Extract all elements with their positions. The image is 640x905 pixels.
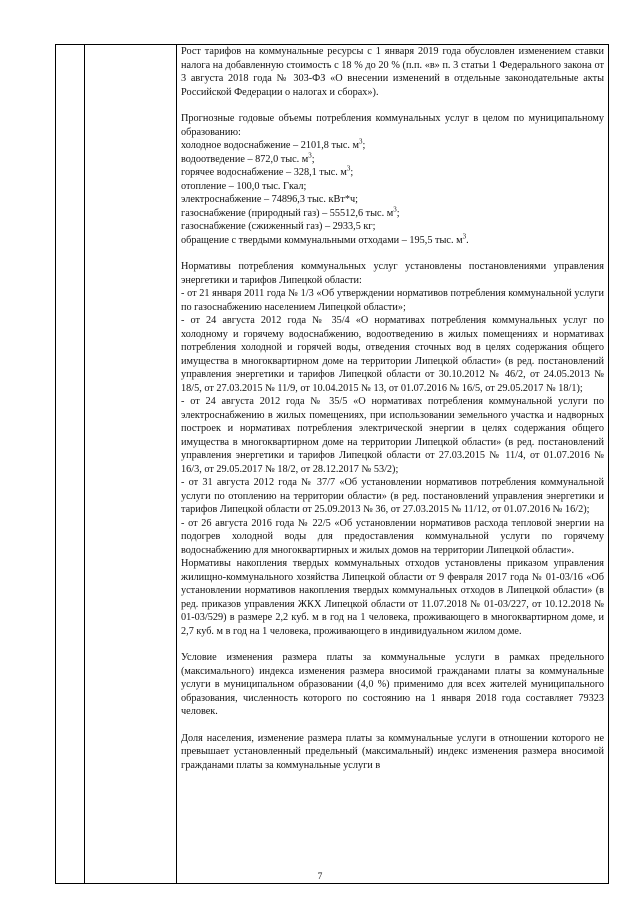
condition-paragraph: Условие изменения размера платы за коммунальные услуги в рамках предельного (максимального) индекса изменения размера вносимой гражданами платы за коммунальные услуги в муниципальном образовании (4,0 %) применимо для всех жителей муниципального образования, численность которого по состоянию на 1 января 2018 года составляет 79323 человек. bbox=[181, 652, 604, 717]
text-column-cell bbox=[177, 45, 609, 884]
page-number: 7 bbox=[317, 872, 323, 882]
content-table bbox=[55, 44, 609, 884]
volumes-intro: Прогнозные годовые объемы потребления коммунальных услуг в целом по муниципальному образованию: bbox=[181, 113, 604, 138]
volume-drainage: водоотведение – 872,0 тыс. $м^3$; bbox=[181, 151, 315, 165]
cell-text bbox=[181, 45, 604, 772]
volume-heating: отопление – 100,0 тыс. Гкал; bbox=[181, 180, 307, 192]
norm-heating: - от 31 августа 2012 года № 37/7 «Об установлении нормативов потребления коммунальной услуги по отоплению на территории области» (в ред. постановлений управления энергетики и тарифов Липецкой области от 25.09.2013 № 36, от 27.03.2015 № 11/12, от 01.07.2016 № 16/2); bbox=[181, 477, 604, 515]
norm-water: - от 24 августа 2012 года № 35/4 «О нормативах потребления коммунальных услуг по холодному и горячему водоснабжению, водоотведению в жилых помещениях и нормативах потребления холодной и горячей воды, отведения сточных вод в целях содержания общего имущества в многоквартирном доме на территории Липецкой области» (в ред. постановлений управления энергетики и тарифов Липецкой области от 30.10.2012 № 46/2, от 24.05.2013 № 18/5, от 27.03.2015 № 11/9, от 10.04.2015 № 13, от 01.07.2016 № 16/5, от 29.05.2017 № 18/1); bbox=[181, 315, 604, 394]
volume-solid-waste: обращение с твердыми коммунальными отходами – 195,5 тыс. $м^3$. bbox=[181, 232, 469, 246]
table-row bbox=[56, 45, 609, 884]
volume-natural-gas: газоснабжение (природный газ) – 55512,6 тыс. $м^3$; bbox=[181, 205, 400, 219]
norm-electricity: - от 24 августа 2012 года № 35/5 «О нормативах потребления коммунальной услуги по электроснабжению в жилых помещениях, при использовании земельного участка и надворных построек и нормативах потребления электрической энергии в целях содержания общего имущества в многоквартирном доме на территории Липецкой области» (в ред. постановлений управления энергетики и тарифов Липецкой области от 27.03.2015 № 11/4, от 01.07.2016 № 16/3, от 29.05.2017 № 18/2, от 28.12.2017 № 53/2); bbox=[181, 396, 604, 475]
volume-liquefied-gas: газоснабжение (сжиженный газ) – 2933,5 кг; bbox=[181, 221, 376, 232]
norm-heat-energy: - от 26 августа 2016 года № 22/5 «Об установлении нормативов расхода тепловой энергии на подогрев холодной воды для предоставления коммунальной услуги по горячему водоснабжению для многоквартирных и жилых домов на территории Липецкой области». bbox=[181, 517, 604, 556]
population-share-paragraph: Доля населения, изменение размера платы за коммунальные услуги в отношении которого не превышает установленный предельный (максимальный) индекс изменения размера вносимой гражданами платы за коммунальные услуги в bbox=[181, 732, 604, 771]
volume-cold-water: холодное водоснабжение – 2101,8 тыс. $м^3$; bbox=[181, 137, 366, 151]
vat-paragraph: Рост тарифов на коммунальные ресурсы с 1 января 2019 года обусловлен изменением ставки налога на добавленную стоимость с 18 % до 20 % (п.п. «в» п. 3 статьи 1 Федерального закона от 3 августа 2018 года № 303-ФЗ «О внесении изменений в отдельные законодательные акты Российской Федерации о налогах и сборах»). bbox=[181, 46, 604, 98]
waste-norms-paragraph: Нормативы накопления твердых коммунальных отходов установлены приказом управления жилищно-коммунального хозяйства Липецкой области от 9 февраля 2017 года № 01-03/16 «Об установлении нормативов накопления твердых коммунальных отходов в Липецкой области» (в ред. приказов управления ЖКХ Липецкой области от 11.07.2018 № 01-03/227, от 10.12.2018 № 01-03/529) в размере 2,2 куб. м в год на 1 человека, проживающего в многоквартирном доме, и 2,7 куб. м в год на 1 человека, проживающего в индивидуальном жилом доме. bbox=[181, 558, 604, 637]
volume-hot-water: горячее водоснабжение – 328,1 тыс. $м^3$; bbox=[181, 164, 354, 178]
volume-electricity: электроснабжение – 74896,3 тыс. кВт*ч; bbox=[181, 194, 358, 205]
norms-intro: Нормативы потребления коммунальных услуг установлены постановлениями управления энергетики и тарифов Липецкой области: bbox=[181, 261, 604, 286]
name-column-cell bbox=[85, 45, 177, 884]
norm-gas: - от 21 января 2011 года № 1/3 «Об утверждении нормативов потребления коммунальной услуги по газоснабжению населением Липецкой области»; bbox=[181, 288, 604, 313]
number-column-cell bbox=[56, 45, 85, 884]
